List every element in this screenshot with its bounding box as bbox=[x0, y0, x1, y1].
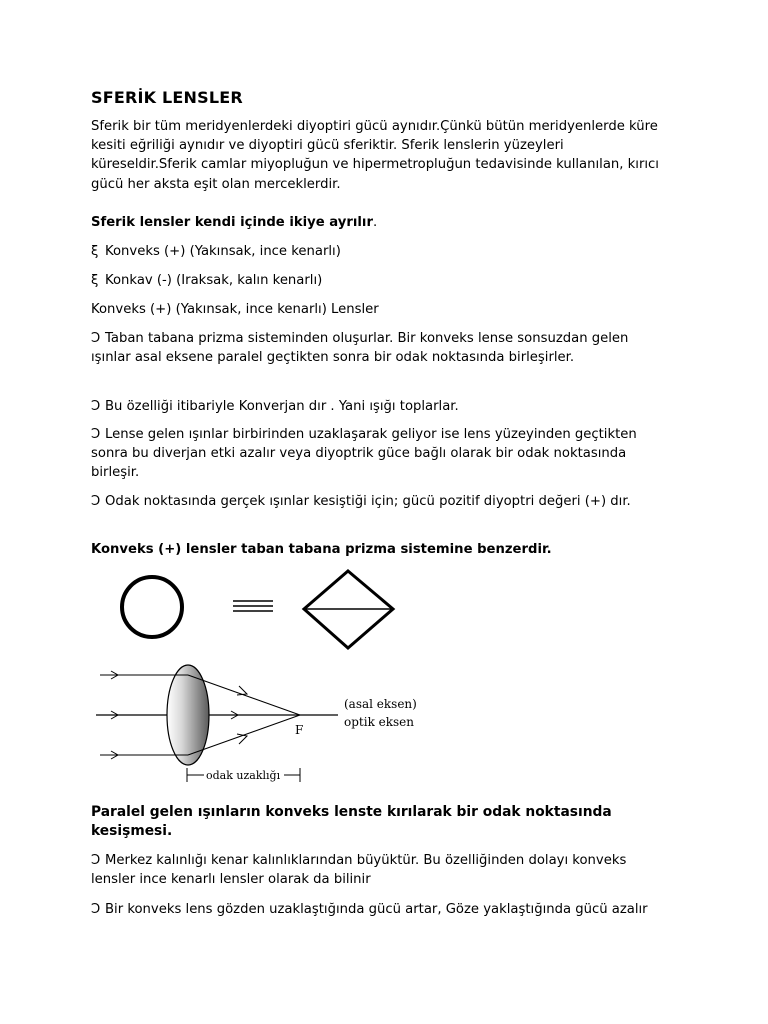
type-item-convex bbox=[91, 242, 671, 261]
arrow-mark: Ↄ bbox=[91, 427, 101, 442]
point-text: Taban tabana prizma sisteminden oluşurlar. Bir konveks lense sonsuzdan gelen ışınlar asal eksene paralel geçtikten sonra bir odak noktasında birleşirler. bbox=[91, 331, 629, 366]
arrow-mark: Ↄ bbox=[91, 399, 101, 414]
bullet-mark: ξ bbox=[91, 273, 99, 288]
intro-paragraph: Sferik bir tüm meridyenlerdeki diyoptiri gücü aynıdır.Çünkü bütün meridyenlerde küre kesiti eğriliği aynıdır ve diyoptiri gücü sferiktir. Sferik lenslerin yüzeyleri küreseldir.Sferik camlar miyopluğun ve hipermetropluğun tedavisinde kullanılan, kırıcı gücü her aksta eşit olan merceklerdir. bbox=[91, 119, 659, 192]
bullet-mark: ξ bbox=[91, 244, 99, 259]
arrow-mark: Ↄ bbox=[91, 494, 101, 509]
type-text: Konveks (+) (Yakınsak, ince kenarlı) bbox=[105, 244, 341, 259]
convex-point bbox=[91, 397, 671, 416]
convex-point bbox=[91, 492, 671, 511]
convex-heading: Konveks (+) (Yakınsak, ince kenarlı) Lensler bbox=[91, 302, 379, 317]
focus-label: F bbox=[295, 723, 304, 737]
equivalence-sign bbox=[233, 601, 273, 611]
focal-length-label: odak uzaklığı bbox=[206, 769, 281, 782]
page-title: SFERİK LENSLER bbox=[91, 88, 243, 107]
prism-diamond bbox=[304, 571, 393, 648]
ray-diagram bbox=[88, 660, 428, 785]
type-item-concave bbox=[91, 271, 671, 290]
split-heading bbox=[91, 213, 671, 232]
split-heading-period: . bbox=[372, 215, 378, 230]
point-text: Odak noktasında gerçek ışınlar kesiştiği için; gücü pozitif diyoptri değeri (+) dır. bbox=[105, 494, 631, 509]
axis-label-1: (asal eksen) bbox=[344, 697, 417, 711]
arrow-mark: Ↄ bbox=[91, 331, 101, 346]
point-text: Merkez kalınlığı kenar kalınlıklarından büyüktür. Bu özelliğinden dolayı konveks lensler ince kenarlı lensler olarak da bilinir bbox=[91, 853, 627, 888]
final-point bbox=[91, 900, 671, 919]
diagram-caption: Paralel gelen ışınların konveks lenste kırılarak bir odak noktasında kesişmesi. bbox=[91, 804, 612, 840]
convex-lens-circle bbox=[122, 577, 182, 637]
point-text: Bu özelliği itibariyle Konverjan dır . Yani ışığı toplarlar. bbox=[105, 399, 459, 414]
prism-figure bbox=[110, 562, 410, 656]
type-text: Konkav (-) (Iraksak, kalın kenarlı) bbox=[105, 273, 323, 288]
arrow-mark: Ↄ bbox=[91, 902, 101, 917]
point-text: Bir konveks lens gözden uzaklaştığında gücü artar, Göze yaklaştığında gücü azalır bbox=[105, 902, 648, 917]
split-heading-text: Sferik lensler kendi içinde ikiye ayrılır bbox=[91, 215, 373, 230]
convex-point bbox=[91, 329, 671, 367]
prism-caption: Konveks (+) lensler taban tabana prizma sistemine benzerdir. bbox=[91, 542, 552, 557]
convex-point bbox=[91, 425, 671, 483]
axis-label-2: optik eksen bbox=[344, 715, 415, 729]
final-point bbox=[91, 851, 671, 889]
arrow-mark: Ↄ bbox=[91, 853, 101, 868]
point-text: Lense gelen ışınlar birbirinden uzaklaşarak geliyor ise lens yüzeyinden geçtikten sonra bu diverjan etki azalır veya diyoptrik güce bağlı olarak bir odak noktasında birleşir. bbox=[91, 427, 637, 481]
